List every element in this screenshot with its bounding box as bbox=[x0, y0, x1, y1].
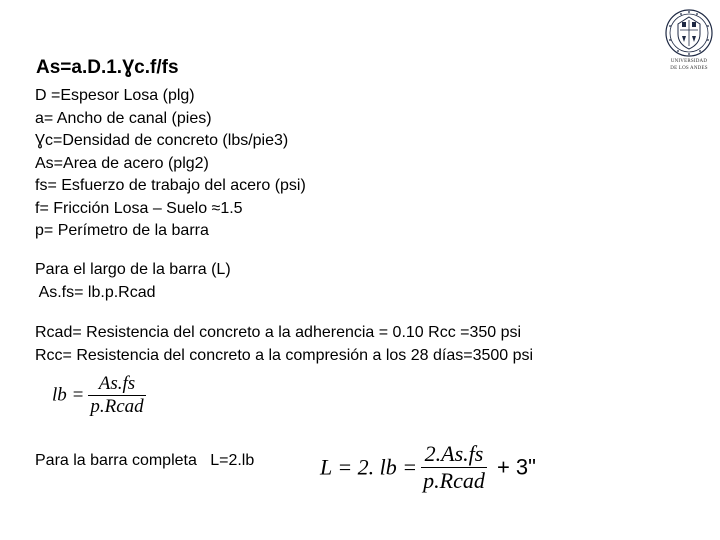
definition-item: f= Fricción Losa – Suelo ≈1.5 bbox=[35, 199, 243, 217]
L-formula bbox=[320, 441, 536, 494]
rcc-definition: Rcc= Resistencia del concreto a la compresión a los 28 días=3500 psi bbox=[35, 347, 534, 364]
university-logo bbox=[664, 8, 714, 72]
length-heading: Para el largo de la barra (L) bbox=[35, 261, 231, 278]
rcad-definition: Rcad= Resistencia del concreto a la adherencia = 0.10 Rcc =350 psi bbox=[35, 324, 522, 341]
definition-item: As=Area de acero (plg2) bbox=[35, 154, 209, 172]
definition-item: p= Perímetro de la barra bbox=[35, 222, 209, 239]
length-equation: As.fs= lb.p.Rcad bbox=[35, 284, 156, 301]
definitions-list bbox=[35, 85, 306, 243]
logo-text-line2: DE LOS ANDES bbox=[670, 66, 708, 71]
lb-formula-fraction bbox=[88, 373, 145, 418]
definition-item: fs= Esfuerzo de trabajo del acero (psi) bbox=[35, 177, 306, 194]
L-formula-fraction bbox=[421, 441, 487, 494]
lb-formula-numerator: As.fs bbox=[98, 373, 136, 394]
L-formula-denominator: p.Rcad bbox=[423, 468, 485, 493]
lb-formula bbox=[52, 373, 146, 418]
formula-title: As=a.D.1.Ɣc.f/fs bbox=[36, 57, 179, 78]
L-formula-tail: + 3" bbox=[490, 454, 536, 480]
definition-item: D =Espesor Losa (plg) bbox=[35, 87, 195, 104]
logo-text-line1: UNIVERSIDAD bbox=[670, 59, 708, 64]
rcad-block bbox=[35, 321, 533, 367]
lb-formula-lhs: lb = bbox=[52, 384, 85, 406]
complete-bar-label: Para la barra completa L=2.lb bbox=[35, 452, 255, 469]
length-block bbox=[35, 258, 231, 304]
university-seal-icon bbox=[664, 8, 714, 58]
L-formula-numerator: 2.As.fs bbox=[424, 441, 484, 466]
L-formula-lhs: L = 2. lb = bbox=[320, 454, 418, 480]
definition-item: a= Ancho de canal (pies) bbox=[35, 109, 212, 127]
definition-item: Ɣc=Densidad de concreto (lbs/pie3) bbox=[35, 132, 289, 149]
lb-formula-denominator: p.Rcad bbox=[90, 396, 144, 417]
